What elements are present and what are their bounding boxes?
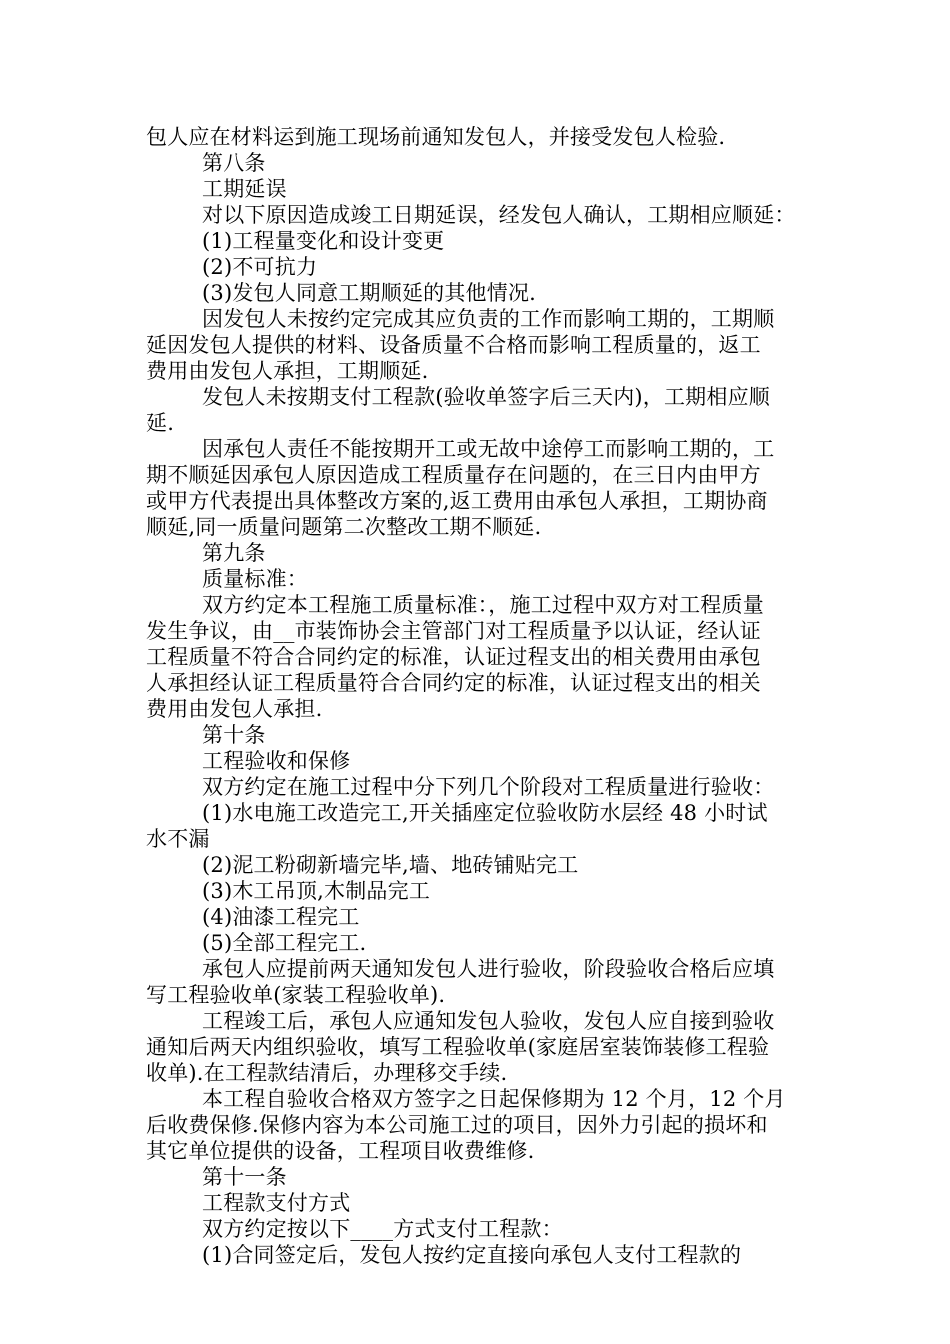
paragraph-line: 双方约定本工程施工质量标准：，施工过程中双方对工程质量 (202, 593, 764, 617)
list-item: (3)木工吊顶,木制品完工 (202, 879, 431, 903)
paragraph-line: 延因发包人提供的材料、设备质量不合格而影响工程质量的，返工 (146, 333, 761, 357)
paragraph-line: 通知后两天内组织验收，填写工程验收单(家庭居室装饰装修工程验 (146, 1035, 770, 1059)
paragraph-line: 其它单位提供的设备，工程项目收费维修. (146, 1139, 535, 1163)
article-heading: 第十条 (202, 723, 266, 747)
list-item: (4)油漆工程完工 (202, 905, 360, 929)
list-item: 水不漏 (146, 827, 210, 851)
paragraph-line: 包人应在材料运到施工现场前通知发包人，并接受发包人检验. (146, 125, 726, 149)
list-item: (1)工程量变化和设计变更 (202, 229, 445, 253)
list-item: (1)水电施工改造完工,开关插座定位验收防水层经 48 小时试 (202, 801, 768, 825)
paragraph-line: 人承担经认证工程质量符合合同约定的标准，认证过程支出的相关 (146, 671, 761, 695)
article-heading: 第十一条 (202, 1165, 287, 1189)
paragraph-line: 双方约定按以下____方式支付工程款： (202, 1217, 563, 1241)
section-title: 工程款支付方式 (202, 1191, 351, 1215)
paragraph-line: 工程竣工后，承包人应通知发包人验收，发包人应自接到验收 (202, 1009, 775, 1033)
paragraph-line: 收单).在工程款结清后，办理移交手续. (146, 1061, 508, 1085)
paragraph-line: 后收费保修.保修内容为本公司施工过的项目，因外力引起的损坏和 (146, 1113, 768, 1137)
list-item: (1)合同签定后，发包人按约定直接向承包人支付工程款的 (202, 1243, 742, 1267)
paragraph-line: 或甲方代表提出具体整改方案的,返工费用由承包人承担，工期协商 (146, 489, 768, 513)
list-item: (2)泥工粉砌新墙完毕,墙、地砖铺贴完工 (202, 853, 579, 877)
paragraph-line: 期不顺延因承包人原因造成工程质量存在问题的，在三日内由甲方 (146, 463, 761, 487)
article-heading: 第八条 (202, 151, 266, 175)
section-title: 质量标准： (202, 567, 308, 591)
paragraph-line: 工程质量不符合合同约定的标准，认证过程支出的相关费用由承包 (146, 645, 761, 669)
section-title: 工程验收和保修 (202, 749, 351, 773)
list-item: (5)全部工程完工. (202, 931, 367, 955)
paragraph-line: 发包人未按期支付工程款(验收单签字后三天内)，工期相应顺 (202, 385, 770, 409)
paragraph-line: 承包人应提前两天通知发包人进行验收，阶段验收合格后应填 (202, 957, 775, 981)
paragraph-line: 因发包人未按约定完成其应负责的工作而影响工期的，工期顺 (202, 307, 775, 331)
paragraph-line: 费用由发包人承担. (146, 697, 323, 721)
list-item: (2)不可抗力 (202, 255, 318, 279)
paragraph-line: 双方约定在施工过程中分下列几个阶段对工程质量进行验收： (202, 775, 775, 799)
paragraph-line: 写工程验收单(家装工程验收单). (146, 983, 446, 1007)
paragraph-line: 延. (146, 411, 175, 435)
section-title: 工期延误 (202, 177, 287, 201)
article-heading: 第九条 (202, 541, 266, 565)
paragraph-line: 因承包人责任不能按期开工或无故中途停工而影响工期的，工 (202, 437, 775, 461)
paragraph-line: 发生争议，由__市装饰协会主管部门对工程质量予以认证，经认证 (146, 619, 761, 643)
paragraph-line: 费用由发包人承担，工期顺延. (146, 359, 429, 383)
list-item: (3)发包人同意工期顺延的其他情况. (202, 281, 537, 305)
paragraph-line: 顺延,同一质量问题第二次整改工期不顺延. (146, 515, 542, 539)
paragraph-line: 对以下原因造成竣工日期延误，经发包人确认，工期相应顺延： (202, 203, 796, 227)
paragraph-line: 本工程自验收合格双方签字之日起保修期为 12 个月，12 个月 (202, 1087, 786, 1111)
